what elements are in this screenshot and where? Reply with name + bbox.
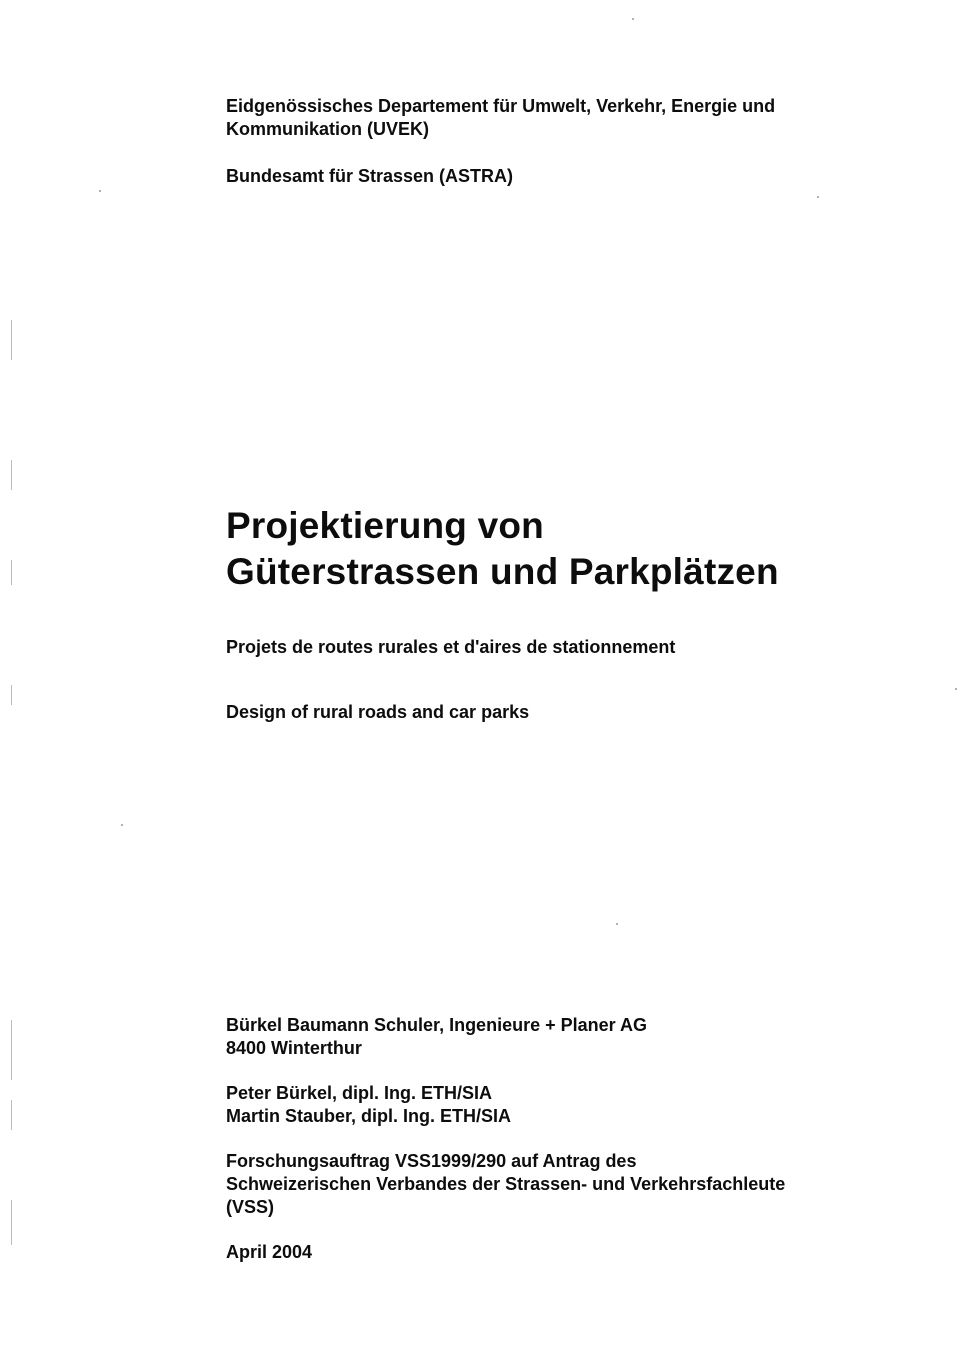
- mandate-line: Schweizerischen Verbandes der Strassen- und Verkehrsfachleute: [226, 1174, 786, 1194]
- author-line: Peter Bürkel, dipl. Ing. ETH/SIA: [226, 1083, 493, 1103]
- title-line: Güterstrassen und Parkplätzen: [226, 551, 779, 592]
- scan-edge-mark: [11, 1200, 12, 1245]
- title-line: Projektierung von: [226, 505, 544, 546]
- scan-speck: [121, 824, 123, 826]
- scan-speck: [616, 923, 618, 925]
- publication-date: [226, 1241, 312, 1264]
- scan-speck: [99, 190, 101, 192]
- scan-speck: [955, 688, 957, 690]
- scan-edge-mark: [11, 1100, 12, 1130]
- research-mandate: [226, 1150, 785, 1219]
- document-title: [226, 503, 779, 595]
- office-line: Bundesamt für Strassen (ASTRA): [226, 166, 514, 186]
- date-line: April 2004: [226, 1242, 313, 1262]
- department-line: Kommunikation (UVEK): [226, 119, 430, 139]
- scan-edge-mark: [11, 1020, 12, 1080]
- subtitle-english: [226, 701, 529, 724]
- office-heading: [226, 165, 513, 188]
- scan-edge-mark: [11, 560, 12, 585]
- contractor-firm: [226, 1014, 647, 1060]
- subtitle-french-line: Projets de routes rurales et d'aires de stationnement: [226, 637, 676, 657]
- scan-speck: [817, 196, 819, 198]
- department-heading: [226, 95, 775, 141]
- scan-edge-mark: [11, 320, 12, 360]
- scan-speck: [632, 18, 634, 20]
- subtitle-french: [226, 636, 675, 659]
- firm-line: 8400 Winterthur: [226, 1038, 362, 1058]
- scan-edge-mark: [11, 460, 12, 490]
- authors: [226, 1082, 511, 1128]
- subtitle-english-line: Design of rural roads and car parks: [226, 702, 530, 722]
- author-line: Martin Stauber, dipl. Ing. ETH/SIA: [226, 1106, 512, 1126]
- mandate-line: (VSS): [226, 1197, 275, 1217]
- mandate-line: Forschungsauftrag VSS1999/290 auf Antrag des: [226, 1151, 637, 1171]
- firm-line: Bürkel Baumann Schuler, Ingenieure + Planer AG: [226, 1015, 647, 1035]
- scan-edge-mark: [11, 685, 12, 705]
- department-line: Eidgenössisches Departement für Umwelt, Verkehr, Energie und: [226, 96, 776, 116]
